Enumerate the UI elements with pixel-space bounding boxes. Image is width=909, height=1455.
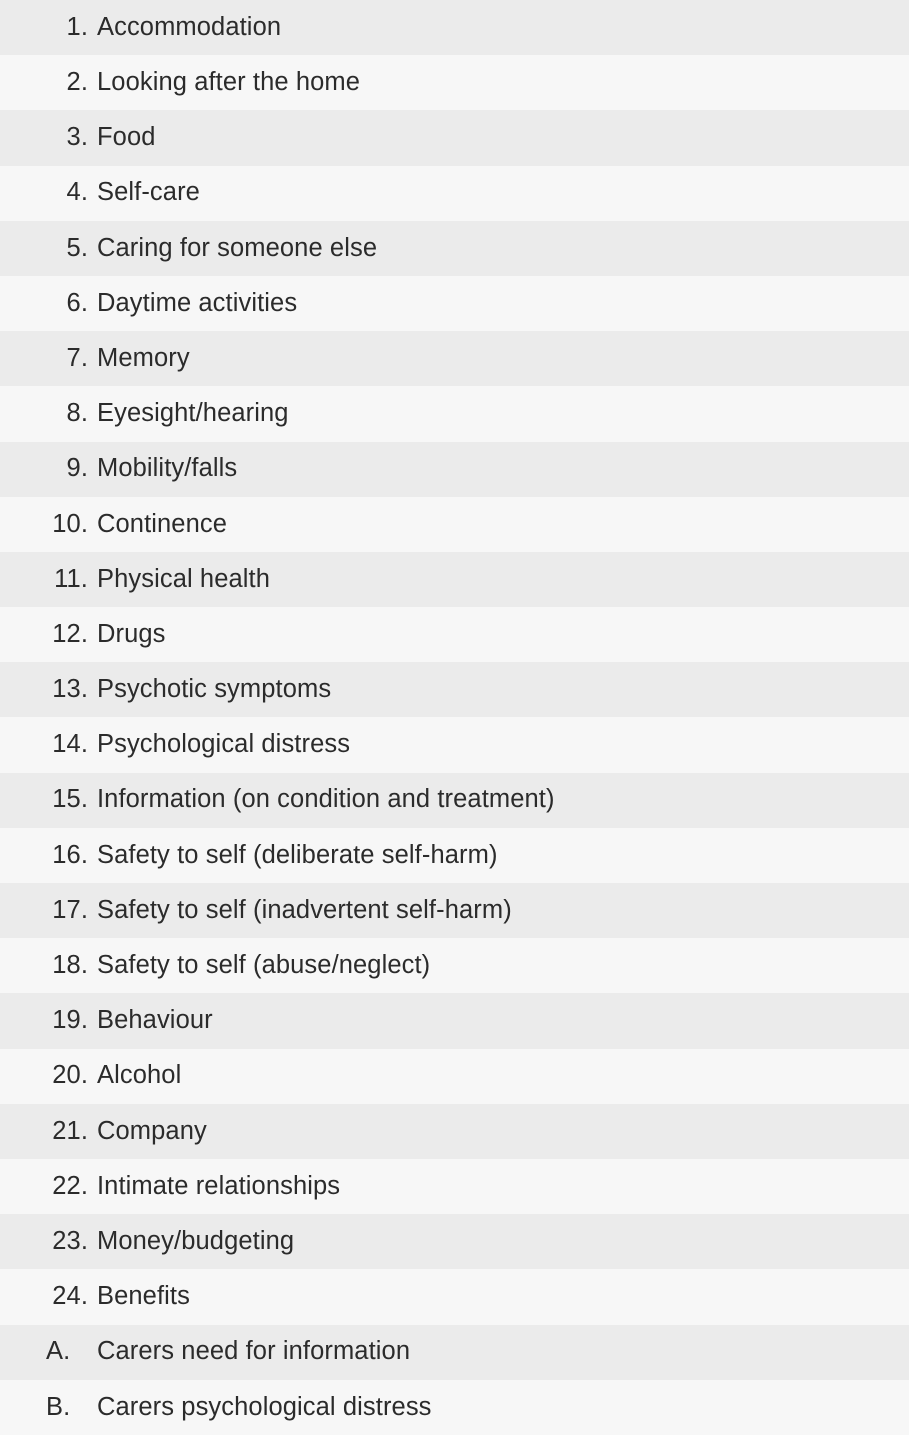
- list-item-number: 13.: [52, 675, 88, 704]
- list-item-text: Psychotic symptoms: [97, 675, 332, 704]
- list-item-text: Daytime activities: [97, 288, 298, 317]
- list-item-number: 2.: [66, 68, 88, 97]
- list-item-text: Carers need for information: [97, 1337, 411, 1366]
- list-item-number: 8.: [66, 399, 88, 428]
- list-item-text: Benefits: [97, 1282, 190, 1311]
- list-item-text: Mobility/falls: [97, 454, 238, 483]
- list-item-label: [46, 840, 498, 869]
- list-item-text: Drugs: [97, 619, 166, 648]
- list-item-number: 16.: [52, 840, 88, 869]
- list-item-number: 11.: [54, 564, 88, 593]
- list-item-text: Continence: [97, 509, 228, 538]
- list-item-label: [46, 787, 555, 813]
- table-row: [0, 552, 909, 607]
- table-row: [0, 1104, 909, 1159]
- list-item-text: Company: [97, 1116, 207, 1145]
- list-item-label: [46, 125, 156, 151]
- list-item-text: Intimate relationships: [97, 1171, 341, 1200]
- list-item-label: [46, 1116, 207, 1145]
- table-row: [0, 1159, 909, 1214]
- list-item-number: 15.: [52, 785, 88, 814]
- table-row: [0, 1049, 909, 1104]
- table-row: [0, 717, 909, 772]
- list-item-label: [46, 953, 430, 979]
- list-item-text: Self-care: [97, 178, 200, 207]
- list-item-text: Behaviour: [97, 1006, 213, 1035]
- list-item-label: [46, 1284, 190, 1310]
- list-item-number: 20.: [52, 1061, 88, 1090]
- table-row: [0, 0, 909, 55]
- table-row: [0, 386, 909, 441]
- list-item-label: [46, 1392, 432, 1421]
- list-item-label: [46, 509, 228, 538]
- list-item-number: 23.: [52, 1226, 88, 1255]
- table-row: [0, 828, 909, 883]
- list-item-label: [46, 456, 237, 482]
- list-item-label: [46, 1226, 295, 1255]
- list-item-number: 22.: [52, 1171, 88, 1200]
- list-item-number: 9.: [66, 454, 88, 483]
- table-row: [0, 276, 909, 331]
- list-item-number: 14.: [52, 730, 88, 759]
- table-row: [0, 1269, 909, 1324]
- list-item-number: 19.: [52, 1006, 88, 1035]
- list-item-text: Safety to self (inadvertent self-harm): [97, 895, 512, 924]
- list-item-text: Safety to self (deliberate self-harm): [97, 840, 498, 869]
- list-item-label: [46, 180, 200, 206]
- list-item-number: B.: [46, 1392, 71, 1421]
- table-row: [0, 883, 909, 938]
- list-item-label: [46, 1063, 181, 1089]
- list-item-label: [46, 288, 298, 317]
- list-item-number: 6.: [66, 288, 88, 317]
- list-item-text: Food: [97, 123, 156, 152]
- table-row: [0, 1214, 909, 1269]
- list-item-number: 24.: [52, 1282, 88, 1311]
- table-row: [0, 607, 909, 662]
- table-row: [0, 331, 909, 386]
- list-item-label: [46, 564, 271, 593]
- list-item-text: Alcohol: [97, 1061, 182, 1090]
- list-item-number: 12.: [52, 619, 88, 648]
- list-item-label: [46, 12, 282, 41]
- list-item-text: Carers psychological distress: [97, 1392, 432, 1421]
- list-item-label: [46, 233, 378, 262]
- list-item-number: 21.: [52, 1116, 88, 1145]
- list-item-number: 7.: [66, 343, 88, 372]
- table-row: [0, 55, 909, 110]
- list-item-number: 4.: [66, 178, 88, 207]
- table-row: [0, 993, 909, 1048]
- table-row: [0, 442, 909, 497]
- list-item-label: [46, 895, 512, 924]
- list-item-number: 17.: [52, 895, 88, 924]
- list-item-number: 10.: [52, 509, 88, 538]
- list-item-label: [46, 343, 190, 372]
- list-item-label: [46, 1171, 341, 1200]
- table-row: [0, 1325, 909, 1380]
- list-item-number: 1.: [66, 12, 88, 41]
- list-item-text: Psychological distress: [97, 730, 351, 759]
- table-row: [0, 773, 909, 828]
- table-row: [0, 166, 909, 221]
- list-item-label: [46, 1008, 213, 1034]
- list-item-text: Memory: [97, 343, 190, 372]
- table-row: [0, 938, 909, 993]
- list-item-text: Information (on condition and treatment): [97, 785, 555, 814]
- list-item-text: Accommodation: [97, 12, 282, 41]
- list-item-label: [46, 401, 289, 427]
- table-row: [0, 221, 909, 276]
- table-row: [0, 662, 909, 717]
- list-item-text: Looking after the home: [97, 68, 361, 97]
- list-item-label: [46, 1339, 410, 1365]
- list-item-label: [46, 677, 331, 703]
- list-item-number: 3.: [66, 123, 88, 152]
- table-row: [0, 110, 909, 165]
- list-item-label: [46, 70, 360, 96]
- list-item-text: Caring for someone else: [97, 233, 378, 262]
- table-row: [0, 497, 909, 552]
- list-item-text: Physical health: [97, 564, 271, 593]
- list-item-number: 18.: [52, 951, 88, 980]
- list-item-text: Safety to self (abuse/neglect): [97, 951, 431, 980]
- list-item-number: 5.: [66, 233, 88, 262]
- list-item-text: Eyesight/hearing: [97, 399, 289, 428]
- table-row: [0, 1380, 909, 1435]
- list-item-label: [46, 732, 350, 758]
- list-item-text: Money/budgeting: [97, 1226, 295, 1255]
- list-item-number: A.: [46, 1337, 71, 1366]
- list-item-label: [46, 619, 166, 648]
